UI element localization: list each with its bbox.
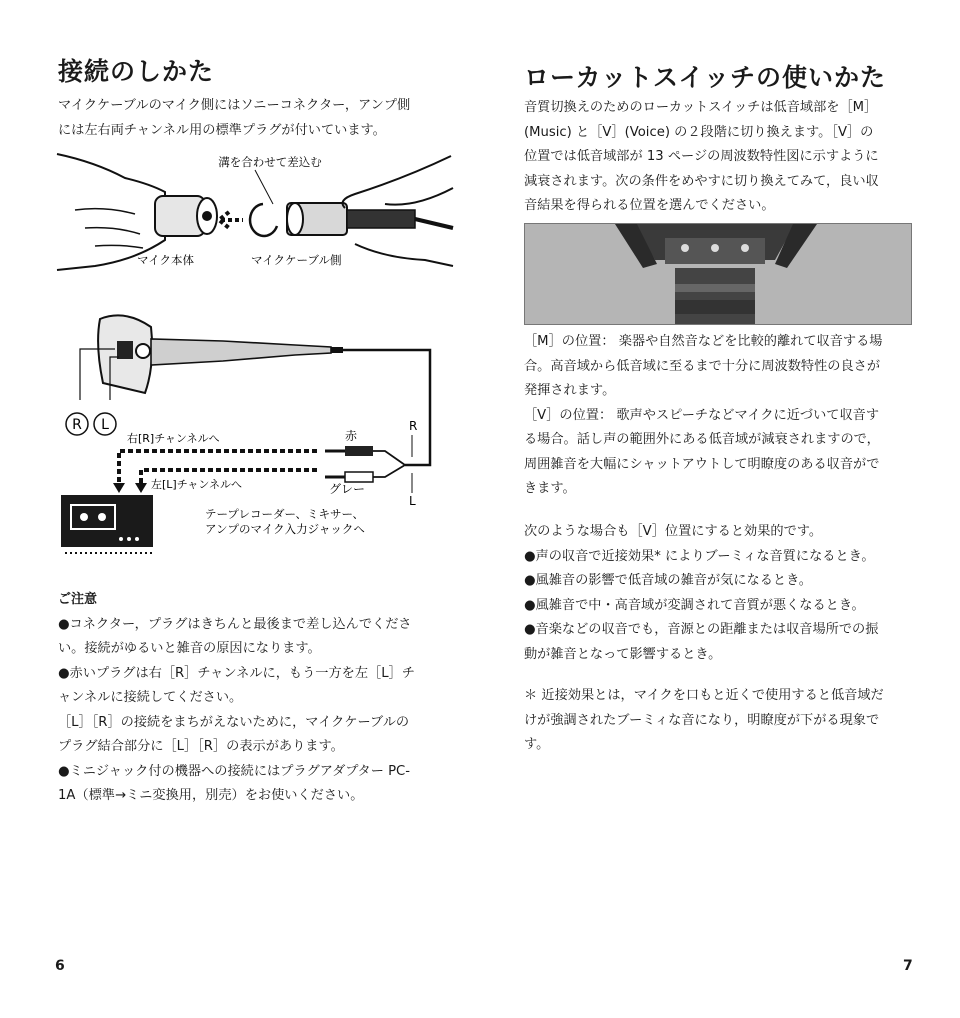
footnote-line: ＊ 近接効果とは，マイクを口もと近くで使用すると低音域だ	[524, 688, 884, 703]
mic-body-label: マイク本体	[137, 253, 195, 267]
position-line: 周囲雑音を大幅にシャットアウトして明瞭度のある収音がで	[524, 456, 880, 472]
left-hand-fingers	[75, 209, 143, 248]
plug-r-label: R	[409, 419, 418, 433]
footnote-line: す。	[524, 737, 550, 752]
note-line: 1A（標準→ミニ変換用，別売）をお使いください。	[58, 788, 364, 803]
mic-knob-drawing	[136, 344, 150, 358]
position-line: 発揮されます。	[524, 383, 616, 398]
proximity-footnote	[524, 684, 916, 758]
device-label-line1: テープレコーダー、ミキサー、	[205, 507, 365, 521]
plug-l-label: L	[409, 494, 416, 508]
switch-positions	[524, 330, 916, 502]
mic-switch-drawing	[117, 341, 133, 359]
connection-intro	[58, 94, 450, 143]
position-line: きます。	[524, 481, 576, 496]
intro-line: 減衰されます。次の条件をめやすに切り換えてみて，良い収	[524, 173, 879, 189]
cable-sleeve-drawing	[347, 210, 415, 228]
lowcut-switch-photo	[524, 223, 912, 325]
v-effective-line: ●風雑音で中・高音域が変調されて音質が悪くなるとき。	[524, 597, 865, 613]
note-line: プラグ結合部分に［L］［R］の表示があります。	[58, 739, 344, 754]
right-page	[480, 0, 960, 1018]
left-page-title: 接続のしかた	[58, 57, 215, 86]
notes-heading: ご注意	[58, 592, 98, 607]
v-effective-line: ●風雑音の影響で低音域の雑音が気になるとき。	[524, 573, 812, 588]
v-effective-list	[524, 520, 916, 667]
wiring-diagram	[55, 305, 455, 565]
cassette-reel-left	[80, 513, 88, 521]
v-effective-line: ●音楽などの収音でも，音源との距離または収音場所での振	[524, 622, 879, 637]
intro-line: には左右両チャンネル用の標準プラグが付いています。	[58, 122, 386, 138]
mic-shaft-drawing	[151, 339, 331, 365]
footnote-line: けが強調されたブーミィな音になり，明瞭度が下がる現象で	[524, 712, 880, 728]
cassette-reel-right	[98, 513, 106, 521]
label-leader-line	[255, 170, 273, 204]
cable-side-label: マイクケーブル側	[251, 253, 342, 267]
note-line: ［L］［R］の接続をまちがえないために，マイクケーブルの	[58, 714, 410, 730]
left-channel-arrowhead	[135, 483, 147, 493]
left-channel-label: 左[L]チャンネルへ	[151, 478, 243, 491]
note-line: ●コネクター，プラグはきちんと最後まで差し込んでくださ	[58, 616, 412, 632]
note-line: ●赤いプラグは右［R］チャンネルに，もう一方を左［L］チ	[58, 665, 415, 681]
insert-instruction-label: 溝を合わせて差込む	[218, 155, 322, 169]
intro-line: 音質切換えのためのローカットスイッチは低音域部を［M］	[524, 100, 878, 115]
switch-photo-drawing	[525, 224, 911, 324]
device-label-line2: アンプのマイク入力ジャックへ	[205, 522, 365, 536]
intro-line: マイクケーブルのマイク側にはソニーコネクター，アンプ側	[58, 98, 411, 113]
intro-line: 位置では低音域部が 13 ページの周波数特性図に示すように	[524, 149, 879, 164]
gray-label: グレー	[329, 482, 366, 496]
notes-section	[58, 588, 450, 809]
gray-plug-drawing	[345, 472, 373, 482]
red-label: 赤	[345, 429, 358, 443]
position-line: 合。高音域から低音域に至るまで十分に周波数特性の良さが	[524, 358, 881, 374]
mic-connector-tip	[331, 347, 343, 353]
recorder-button	[119, 537, 123, 541]
lowcut-intro	[524, 96, 916, 219]
left-badge-letter: L	[101, 417, 109, 433]
tape-recorder-drawing	[61, 495, 153, 547]
intro-line: (Music) と［V］(Voice) の２段階に切り換えます。［V］の	[524, 124, 874, 140]
connector-insertion-illustration	[55, 148, 455, 273]
right-badge-letter: R	[72, 417, 82, 433]
intro-line: 音結果を得られる位置を選んでください。	[524, 198, 775, 213]
position-line: ［V］の位置： 歌声やスピーチなどマイクに近づいて収音す	[524, 407, 880, 423]
v-effective-line: ●声の収音で近接効果* によりブーミィな音質になるとき。	[524, 548, 875, 564]
v-effective-line: 動が雑音となって影響するとき。	[524, 646, 722, 662]
recorder-button	[135, 537, 139, 541]
cable-line	[415, 219, 453, 228]
rotate-arrow	[250, 204, 277, 236]
note-line: ●ミニジャック付の機器への接続にはプラグアダプター PC-	[58, 763, 411, 779]
insert-arrow	[219, 212, 243, 228]
v-effective-line: 次のような場合も［V］位置にすると効果的です。	[524, 524, 823, 539]
right-page-number: 7	[903, 958, 913, 974]
right-channel-label: 右[R]チャンネルへ	[127, 432, 220, 445]
position-line: ［M］の位置： 楽器や自然音などを比較的離れて収音する場	[524, 334, 883, 349]
mic-socket-hole	[202, 211, 212, 221]
right-page-title: ローカットスイッチの使いかた	[524, 63, 887, 92]
red-plug-drawing	[345, 446, 373, 456]
right-channel-arrowhead	[113, 483, 125, 493]
position-line: る場合。話し声の範囲外にある低音域が減衰されますので，	[524, 432, 880, 447]
recorder-button	[127, 537, 131, 541]
note-line: い。接続がゆるいと雑音の原因になります。	[58, 641, 321, 656]
note-line: ャンネルに接続してください。	[58, 690, 243, 705]
cable-connector-face	[287, 203, 303, 235]
left-page-number: 6	[55, 958, 65, 974]
